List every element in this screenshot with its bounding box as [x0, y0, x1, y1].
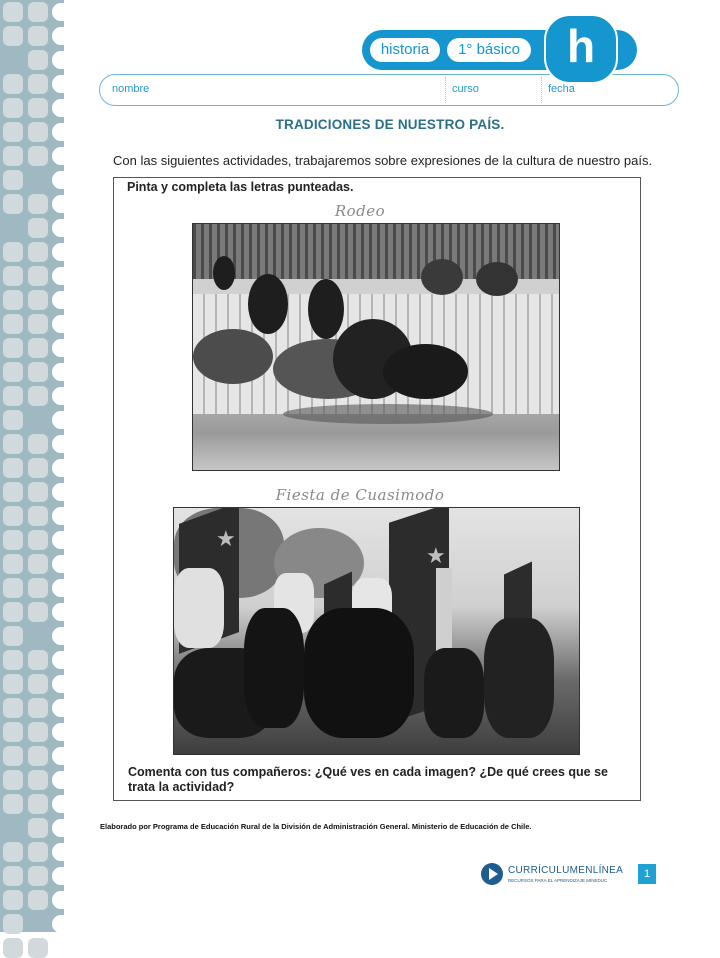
page-number: 1	[638, 864, 656, 884]
sidebar-pattern-tile	[3, 530, 23, 550]
sidebar-pattern-tile	[28, 242, 48, 262]
sidebar-pattern-tile	[28, 866, 48, 886]
sidebar-pattern-tile	[28, 458, 48, 478]
intro-text: Con las siguientes actividades, trabajaremos sobre expresiones de la cultura de nuestro país.	[113, 153, 653, 168]
course-field-label: curso	[452, 83, 479, 95]
shadow	[283, 404, 493, 424]
spectator-figure	[476, 262, 518, 296]
sidebar-pattern-tile	[3, 866, 23, 886]
sidebar-pattern-tile	[28, 890, 48, 910]
field-divider	[541, 77, 542, 103]
sidebar-pattern-tile	[28, 434, 48, 454]
rodeo-photo	[192, 223, 560, 471]
sidebar-pattern-tile	[28, 530, 48, 550]
grade-pill: 1° básico	[447, 38, 531, 62]
sidebar-pattern-tile	[3, 266, 23, 286]
sidebar-pattern-tile	[3, 938, 23, 958]
date-field-label: fecha	[548, 83, 575, 95]
sidebar-notch	[52, 747, 66, 765]
sidebar-pattern-tile	[3, 290, 23, 310]
history-subject-icon: h	[544, 14, 618, 84]
sidebar-pattern-tile	[3, 842, 23, 862]
horse-figure	[424, 648, 484, 738]
sidebar-notch	[52, 771, 66, 789]
rider-figure	[174, 568, 224, 648]
sidebar-pattern-tile	[28, 746, 48, 766]
flag-star-icon: ★	[216, 526, 236, 551]
sidebar-notch	[52, 75, 66, 93]
sidebar-pattern-tile	[28, 506, 48, 526]
sidebar-pattern-tile	[3, 890, 23, 910]
sidebar-pattern-tile	[28, 722, 48, 742]
sidebar-notch	[52, 315, 66, 333]
sidebar-pattern-tile	[3, 914, 23, 934]
sidebar-notch	[52, 627, 66, 645]
sidebar-pattern-tile	[28, 338, 48, 358]
sidebar-pattern-tile	[3, 458, 23, 478]
flag-star-icon: ★	[426, 543, 446, 568]
calf-figure	[383, 344, 468, 399]
sidebar-pattern-tile	[28, 74, 48, 94]
sidebar-pattern-tile	[3, 602, 23, 622]
sidebar-notch	[52, 339, 66, 357]
sidebar-notch	[52, 3, 66, 21]
sidebar-notch	[52, 891, 66, 909]
sidebar-pattern-tile	[3, 362, 23, 382]
sidebar-notch	[52, 147, 66, 165]
sidebar-pattern-tile	[3, 770, 23, 790]
sidebar-notch	[52, 267, 66, 285]
sidebar-pattern-tile	[3, 242, 23, 262]
sidebar-pattern-tile	[3, 746, 23, 766]
sidebar-pattern-tile	[3, 410, 23, 430]
caption-cuasimodo: Fiesta de Cuasimodo	[275, 486, 445, 504]
sidebar-pattern-tile	[3, 698, 23, 718]
sidebar-pattern-tile	[3, 722, 23, 742]
sidebar-pattern-tile	[28, 770, 48, 790]
sidebar-notch	[52, 723, 66, 741]
sidebar-notch	[52, 531, 66, 549]
sidebar-pattern-tile	[28, 362, 48, 382]
sidebar-notch	[52, 219, 66, 237]
sidebar-pattern-tile	[3, 506, 23, 526]
discussion-question: Comenta con tus compañeros: ¿Qué ves en cada imagen? ¿De qué crees que se trata la actividad?	[128, 765, 609, 794]
sidebar-pattern-tile	[28, 602, 48, 622]
sidebar-pattern-tile	[28, 650, 48, 670]
sidebar-notch	[52, 459, 66, 477]
sidebar-pattern-tile	[3, 554, 23, 574]
sidebar-pattern-tile	[28, 818, 48, 838]
sidebar-pattern-tile	[28, 386, 48, 406]
sidebar-pattern-tile	[28, 698, 48, 718]
sidebar-notch	[52, 915, 66, 933]
sidebar-notch	[52, 243, 66, 261]
sidebar-notch	[52, 843, 66, 861]
sidebar-notch	[52, 795, 66, 813]
sidebar-pattern-tile	[3, 794, 23, 814]
sidebar-notch	[52, 387, 66, 405]
sidebar-notch	[52, 411, 66, 429]
sidebar-pattern-tile	[3, 674, 23, 694]
spectator-figure	[421, 259, 463, 295]
sidebar-pattern-tile	[3, 146, 23, 166]
sidebar-notch	[52, 675, 66, 693]
caption-rodeo: Rodeo	[334, 202, 386, 220]
sidebar-notch	[52, 363, 66, 381]
sidebar-notch	[52, 99, 66, 117]
sidebar-notch	[52, 27, 66, 45]
sidebar-pattern-tile	[28, 218, 48, 238]
play-arrow-icon	[489, 868, 498, 880]
sidebar-notch	[52, 819, 66, 837]
sidebar-pattern-tile	[28, 314, 48, 334]
name-field-label: nombre	[112, 83, 150, 95]
sidebar-notch	[52, 555, 66, 573]
sidebar-pattern-tile	[28, 50, 48, 70]
sidebar-pattern-tile	[3, 338, 23, 358]
curriculum-logo-icon	[481, 863, 503, 885]
cuasimodo-photo	[173, 507, 580, 755]
decorative-sidebar	[0, 0, 64, 932]
sidebar-pattern-tile	[3, 386, 23, 406]
curriculum-logo-subtext: RECURSOS PARA EL APRENDIZAJE MINEDUC	[508, 878, 608, 883]
curriculum-logo-text: CURRÍCULUMENLÍNEA	[508, 865, 624, 876]
sidebar-notch	[52, 651, 66, 669]
activity-instruction: Pinta y completa las letras punteadas.	[127, 180, 354, 194]
sidebar-pattern-tile	[28, 578, 48, 598]
credit-text: Elaborado por Programa de Educación Rural de la División de Administración General. Ministerio de Educación de Chile.	[100, 822, 532, 831]
sidebar-notch	[52, 171, 66, 189]
horse-figure	[244, 608, 304, 728]
sidebar-pattern-tile	[3, 26, 23, 46]
sidebar-notch	[52, 291, 66, 309]
sidebar-notch	[52, 699, 66, 717]
rider-figure	[248, 274, 288, 334]
sidebar-pattern-tile	[28, 26, 48, 46]
sidebar-notch	[52, 867, 66, 885]
sidebar-pattern-tile	[28, 842, 48, 862]
horse-figure	[304, 608, 414, 738]
sidebar-pattern-tile	[28, 290, 48, 310]
sidebar-pattern-tile	[28, 146, 48, 166]
sidebar-pattern-tile	[28, 794, 48, 814]
worksheet-title: TRADICIONES DE NUESTRO PAÍS.	[275, 117, 505, 132]
horse-figure	[193, 329, 273, 384]
sidebar-pattern-tile	[3, 578, 23, 598]
sidebar-notch	[52, 579, 66, 597]
sidebar-pattern-tile	[3, 650, 23, 670]
sidebar-pattern-tile	[28, 554, 48, 574]
sidebar-pattern-tile	[3, 2, 23, 22]
sidebar-notch	[52, 603, 66, 621]
sidebar-notch	[52, 507, 66, 525]
field-divider	[445, 77, 446, 103]
sidebar-pattern-tile	[3, 170, 23, 190]
sidebar-notch	[52, 939, 66, 957]
sidebar-notch	[52, 435, 66, 453]
sidebar-pattern-tile	[28, 674, 48, 694]
subject-pill: historia	[370, 38, 440, 62]
sidebar-pattern-tile	[28, 98, 48, 118]
sidebar-pattern-tile	[3, 314, 23, 334]
sidebar-notch	[52, 51, 66, 69]
sidebar-pattern-tile	[3, 74, 23, 94]
spectator-figure	[213, 256, 235, 290]
sidebar-pattern-tile	[28, 266, 48, 286]
sidebar-pattern-tile	[28, 938, 48, 958]
sidebar-pattern-tile	[3, 98, 23, 118]
rider-figure	[308, 279, 344, 339]
sidebar-pattern-tile	[3, 626, 23, 646]
sidebar-pattern-tile	[28, 2, 48, 22]
sidebar-pattern-tile	[3, 434, 23, 454]
horse-figure	[484, 618, 554, 738]
